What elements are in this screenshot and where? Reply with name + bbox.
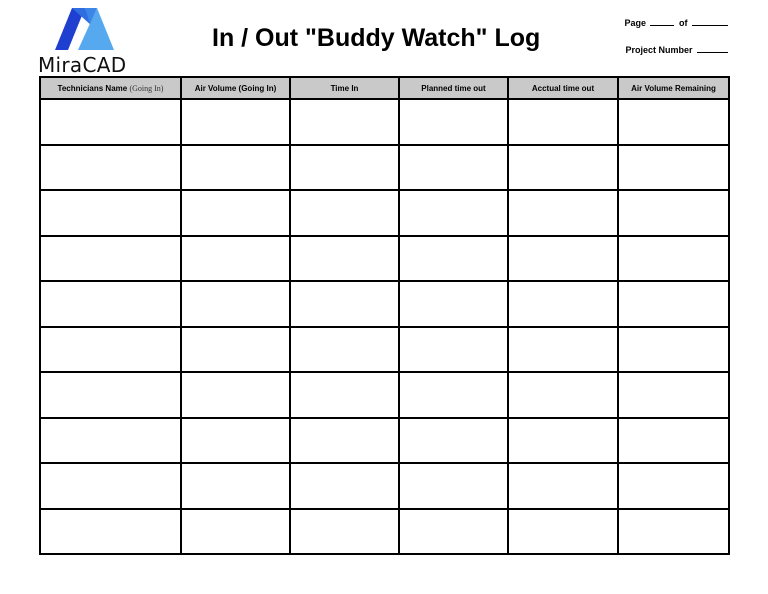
log-cell [40,509,181,555]
table-row [40,145,729,191]
page-blank [650,17,674,26]
log-cell [399,281,508,327]
log-cell [508,372,618,418]
log-cell [508,509,618,555]
log-cell [618,327,729,373]
log-cell [618,190,729,236]
page-number-field [624,17,730,28]
log-cell [508,281,618,327]
log-cell [399,327,508,373]
column-header-air-volume-remaining: Air Volume Remaining [618,77,729,99]
log-cell [618,236,729,282]
log-cell [181,327,290,373]
column-header-technicians-name [40,77,181,99]
log-cell [290,372,399,418]
log-cell [508,327,618,373]
log-cell [399,418,508,464]
log-cell [618,509,729,555]
log-cell [508,463,618,509]
log-cell [618,99,729,145]
log-cell [40,327,181,373]
column-header-time-in: Time In [290,77,399,99]
log-cell [618,372,729,418]
miracad-logo [38,6,138,77]
header-row [40,77,729,99]
project-number-field [625,44,730,55]
log-cell [40,236,181,282]
page-title: In / Out "Buddy Watch" Log [212,24,541,52]
project-blank [697,44,728,53]
column-header-air-volume-in: Air Volume (Going In) [181,77,290,99]
log-cell [290,281,399,327]
log-cell [290,236,399,282]
log-cell [399,463,508,509]
log-cell [290,99,399,145]
log-cell [399,99,508,145]
log-cell [508,418,618,464]
page-label: Page [624,18,646,28]
log-cell [40,99,181,145]
log-body [40,99,729,554]
log-cell [618,463,729,509]
total-pages-blank [692,17,728,26]
table-row [40,281,729,327]
log-cell [290,327,399,373]
table-row [40,99,729,145]
table-row [40,509,729,555]
log-cell [40,281,181,327]
buddy-watch-table [39,76,730,555]
log-cell [399,372,508,418]
table-row [40,372,729,418]
column-header-planned-time-out: Planned time out [399,77,508,99]
log-cell [40,463,181,509]
column-header-actual-time-out: Acctual time out [508,77,618,99]
of-label: of [678,18,688,28]
log-cell [399,236,508,282]
miracad-logo-icon [52,6,114,50]
log-cell [290,463,399,509]
log-cell [290,145,399,191]
log-cell [181,145,290,191]
log-cell [618,281,729,327]
table-row [40,463,729,509]
log-cell [40,145,181,191]
log-cell [181,99,290,145]
table-row [40,190,729,236]
log-cell [181,463,290,509]
log-cell [399,145,508,191]
log-cell [508,190,618,236]
logo-text: MiraCAD [38,53,127,77]
log-cell [399,509,508,555]
log-cell [181,281,290,327]
log-cell [290,509,399,555]
log-cell [40,190,181,236]
column-label: Technicians Name [57,83,128,93]
log-cell [290,190,399,236]
table-row [40,418,729,464]
log-cell [181,509,290,555]
log-cell [40,372,181,418]
log-cell [508,236,618,282]
project-label: Project Number [625,45,693,55]
log-cell [508,99,618,145]
log-cell [618,418,729,464]
log-cell [508,145,618,191]
table-row [40,327,729,373]
log-cell [181,190,290,236]
log-cell [181,418,290,464]
log-cell [181,236,290,282]
log-cell [290,418,399,464]
column-note: (Going In) [129,83,164,93]
log-cell [181,372,290,418]
log-cell [618,145,729,191]
log-cell [40,418,181,464]
table-row [40,236,729,282]
log-cell [399,190,508,236]
